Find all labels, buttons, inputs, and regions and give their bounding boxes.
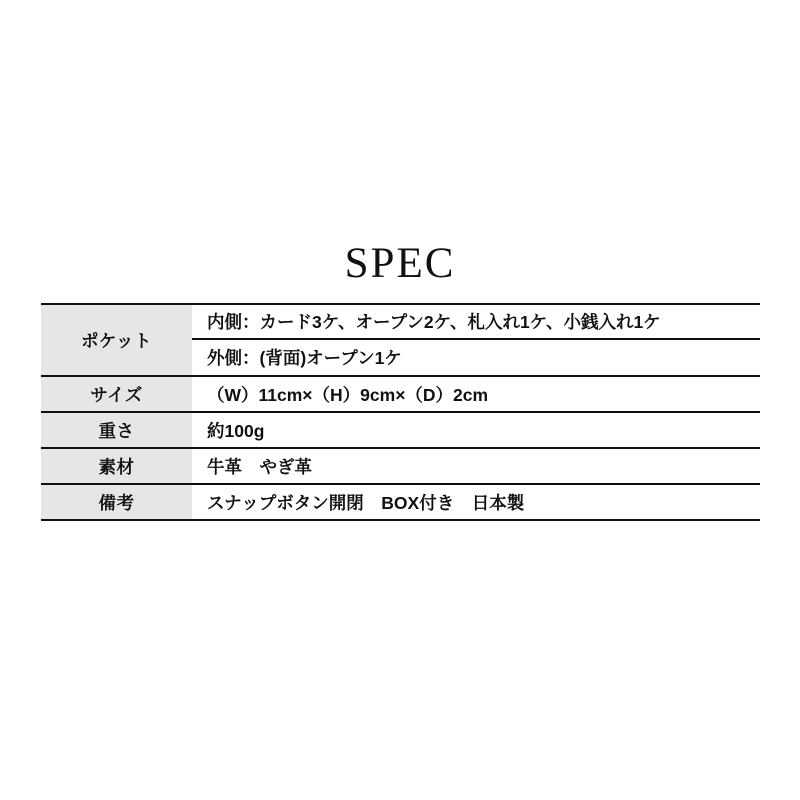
table-row-material: [41, 449, 760, 485]
row-label-weight: 重さ: [41, 413, 192, 447]
row-label-size: サイズ: [41, 377, 192, 411]
page-title: SPEC: [344, 240, 456, 287]
row-label-pocket: ポケット: [41, 305, 192, 375]
spec-table: [41, 303, 760, 521]
table-row-weight: [41, 413, 760, 449]
row-value-remarks: スナップボタン開閉 BOX付き 日本製: [207, 492, 525, 513]
row-label-remarks: 備考: [41, 485, 192, 519]
table-row-pocket: [41, 305, 760, 377]
row-label-material: 素材: [41, 449, 192, 483]
row-value-size: （W）11cm×（H）9cm×（D）2cm: [207, 384, 489, 405]
table-row-remarks: [41, 485, 760, 521]
row-value-pocket-outer: 外側：(背面)オープン1ケ: [207, 348, 402, 368]
row-value-weight: 約100g: [207, 420, 265, 441]
table-row-size: [41, 377, 760, 413]
row-value-pocket-inner: 内側：カード3ケ、オープン2ケ、札入れ1ケ、小銭入れ1ケ: [192, 305, 760, 340]
row-value-material: 牛革 やぎ革: [207, 456, 312, 477]
row-values-pocket: [192, 305, 760, 375]
